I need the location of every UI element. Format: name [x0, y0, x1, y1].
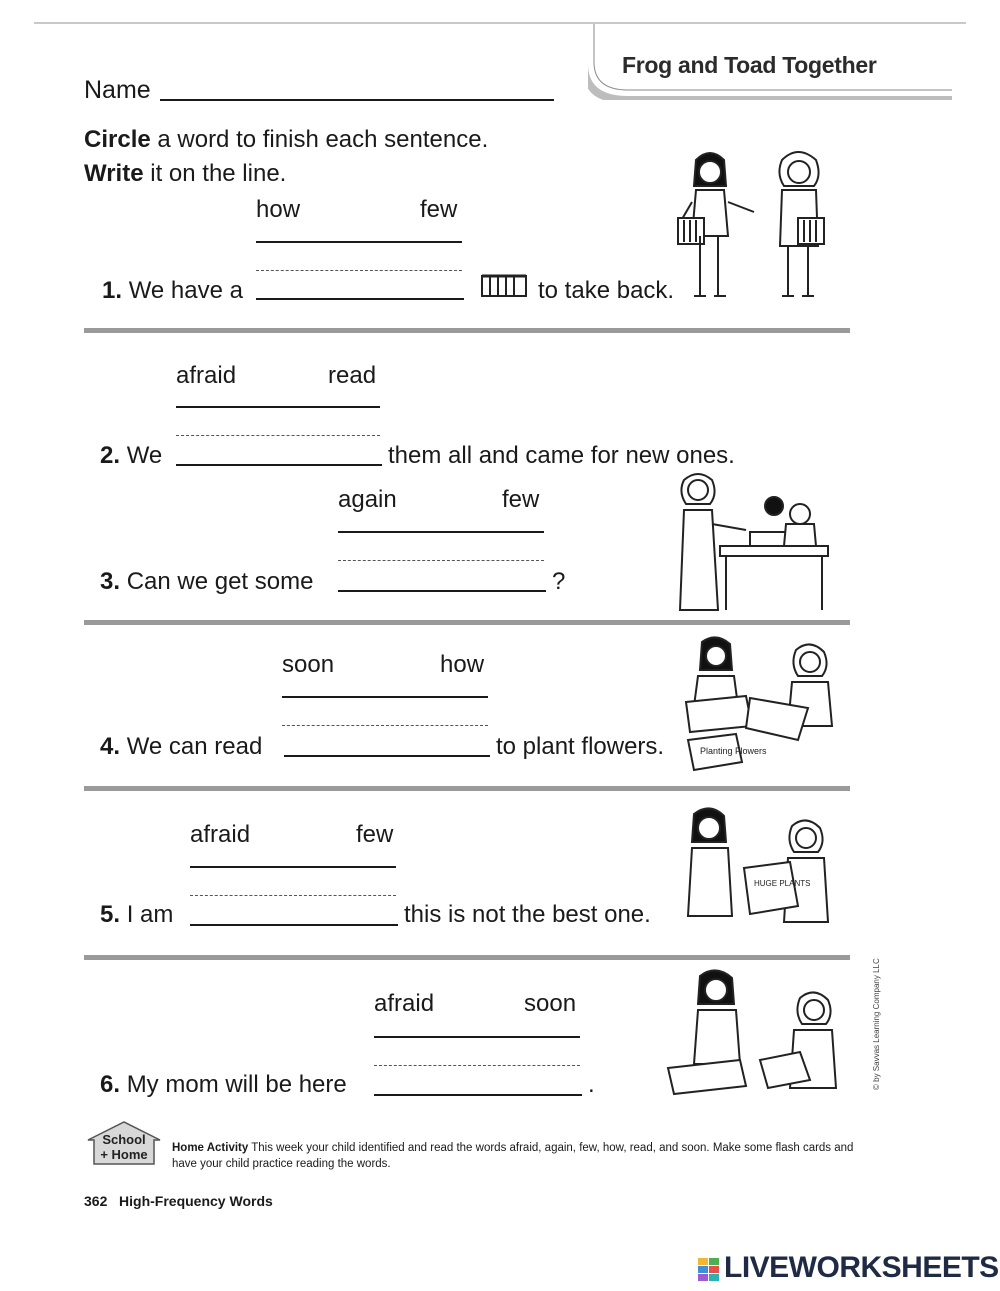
q1-sentence	[102, 277, 243, 305]
logo-line-2: + Home	[100, 1147, 148, 1162]
q6-answer-blank[interactable]	[374, 1094, 582, 1096]
q6-after: .	[588, 1071, 595, 1098]
q4-number: 4.	[100, 733, 121, 760]
q2-before: We	[126, 442, 163, 469]
liveworksheets-logo-icon	[698, 1258, 720, 1282]
q2-choice-a[interactable]: afraid	[176, 362, 237, 389]
home-activity	[172, 1140, 862, 1172]
q6-answer-dash-line	[374, 1065, 580, 1066]
q2-sentence	[100, 442, 162, 470]
q2-after: them all and came for new ones.	[388, 442, 735, 469]
name-label: Name	[84, 76, 151, 104]
q1-choice-a[interactable]: how	[256, 196, 301, 223]
q6-choice-a[interactable]: afraid	[374, 990, 435, 1017]
section-divider	[84, 620, 850, 625]
kids-huge-plants-picture	[682, 806, 838, 940]
q4-before: We can read	[126, 733, 263, 760]
book-title-huge-plants: HUGE PLANTS	[754, 879, 811, 888]
q3-number: 3.	[100, 568, 121, 595]
q5-sentence	[100, 901, 173, 929]
q4-sentence	[100, 733, 262, 761]
q5-answer-dash-line	[190, 895, 396, 896]
instruction-circle-rest: a word to finish each sentence.	[150, 126, 489, 153]
q1-answer-dash-line	[256, 270, 462, 271]
worksheet-title: Frog and Toad Together	[622, 52, 877, 78]
q3-before: Can we get some	[126, 568, 314, 595]
instruction-circle: Circle	[84, 126, 151, 153]
q5-answer-blank[interactable]	[190, 924, 398, 926]
q1-before: We have a	[128, 277, 243, 304]
library-desk-picture	[676, 470, 838, 616]
q3-choice-b[interactable]: few	[502, 486, 540, 513]
q2-answer-top-line	[176, 406, 380, 408]
q3-choice-a[interactable]: again	[338, 486, 397, 513]
q6-before: My mom will be here	[126, 1071, 347, 1098]
q5-choice-a[interactable]: afraid	[190, 821, 251, 848]
q5-before: I am	[126, 901, 174, 928]
reading-flowers-picture	[676, 636, 846, 772]
q1-answer-blank[interactable]	[256, 298, 464, 300]
instruction-write-rest: it on the line.	[143, 160, 287, 187]
q2-choice-b[interactable]: read	[328, 362, 377, 389]
q4-choice-a[interactable]: soon	[282, 651, 335, 678]
copyright-note: © by Savvas Learning Company LLC	[872, 958, 881, 1090]
instruction-line-1	[84, 126, 488, 154]
q5-answer-top-line	[190, 866, 396, 868]
book-title-planting: Planting Flowers	[700, 746, 767, 756]
q6-number: 6.	[100, 1071, 121, 1098]
section-name: High-Frequency Words	[119, 1193, 273, 1209]
kids-with-books-picture	[672, 146, 848, 302]
q1-answer-top-line	[256, 241, 462, 243]
q4-choice-b[interactable]: how	[440, 651, 485, 678]
q6-answer-top-line	[374, 1036, 580, 1038]
q3-sentence	[100, 568, 313, 596]
liveworksheets-watermark[interactable]: LIVEWORKSHEETS	[724, 1251, 999, 1284]
home-activity-text: This week your child identified and read the words afraid, again, few, how, read, and soon. Make some flash cards and have your child practice reading the words.	[172, 1142, 854, 1170]
home-activity-label: Home Activity	[172, 1142, 249, 1154]
kids-reading-picture	[660, 968, 848, 1098]
q5-number: 5.	[100, 901, 121, 928]
section-divider	[84, 328, 850, 333]
q2-answer-blank[interactable]	[176, 464, 382, 466]
q4-answer-top-line	[282, 696, 488, 698]
q1-number: 1.	[102, 277, 123, 304]
q4-after: to plant flowers.	[496, 733, 665, 760]
q3-answer-top-line	[338, 531, 544, 533]
instruction-write: Write	[84, 160, 144, 187]
q1-choice-b[interactable]: few	[420, 196, 458, 223]
q2-answer-dash-line	[176, 435, 380, 436]
page-number: 362	[84, 1193, 108, 1209]
q2-number: 2.	[100, 442, 121, 469]
instruction-line-2	[84, 160, 286, 188]
q1-after: to take back.	[538, 277, 675, 304]
q5-after: this is not the best one.	[404, 901, 651, 928]
books-icon	[480, 272, 528, 298]
logo-line-1: School	[102, 1132, 146, 1147]
q6-choice-b[interactable]: soon	[524, 990, 577, 1017]
section-divider	[84, 786, 850, 791]
q4-answer-dash-line	[282, 725, 488, 726]
page-footer	[84, 1193, 273, 1209]
q6-sentence	[100, 1071, 347, 1099]
school-home-logo	[84, 1120, 164, 1166]
q5-choice-b[interactable]: few	[356, 821, 394, 848]
q3-answer-blank[interactable]	[338, 590, 546, 592]
name-line[interactable]	[160, 99, 554, 101]
section-divider	[84, 955, 850, 960]
q3-after: ?	[552, 568, 566, 595]
q3-answer-dash-line	[338, 560, 544, 561]
q4-answer-blank[interactable]	[284, 755, 490, 757]
